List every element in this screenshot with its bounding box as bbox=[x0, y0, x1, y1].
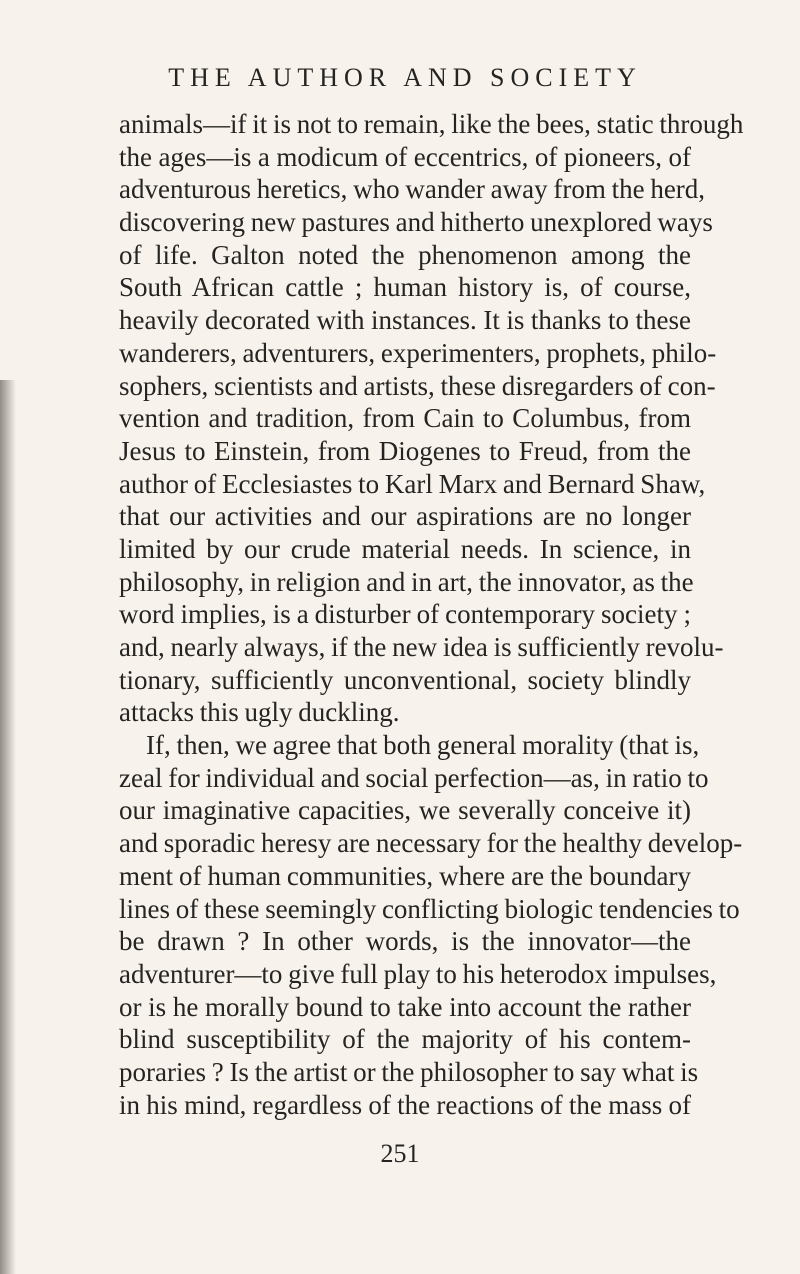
text-line: sophers, scientists and artists, these disregarders of con- bbox=[119, 370, 716, 401]
text-line: wanderers, adventurers, experimenters, prophets, philo- bbox=[119, 337, 717, 368]
page-number: 251 bbox=[380, 1139, 420, 1168]
text-line: word implies, is a disturber of contemporary society ; bbox=[119, 599, 691, 630]
text-line: and, nearly always, if the new idea is sufficiently revolu- bbox=[119, 632, 724, 662]
text-line: that our activities and our aspirations are no longer bbox=[119, 501, 691, 532]
text-line: lines of these seemingly conflicting biologic tendencies to bbox=[119, 893, 740, 924]
text-line: adventurous heretics, who wander away from the herd, bbox=[119, 174, 706, 205]
text-line: discovering new pastures and hitherto unexplored ways bbox=[119, 207, 713, 238]
text-line: poraries ? Is the artist or the philosopher to say what is bbox=[119, 1056, 699, 1087]
text-line: philosophy, in religion and in art, the innovator, as the bbox=[119, 566, 694, 597]
text-line: attacks this ugly duckling. bbox=[119, 697, 400, 728]
text-line: in his mind, regardless of the reactions of the mass of bbox=[119, 1089, 691, 1120]
text-line: South African cattle ; human history is, of course, bbox=[119, 272, 691, 303]
text-line: tionary, sufficiently unconventional, society blindly bbox=[119, 664, 691, 695]
text-line: author of Ecclesiastes to Karl Marx and Bernard Shaw, bbox=[119, 468, 706, 499]
text-line: and sporadic heresy are necessary for the healthy develop- bbox=[119, 828, 743, 859]
text-line: or is he morally bound to take into account the rather bbox=[119, 991, 691, 1022]
text-line: heavily decorated with instances. It is thanks to these bbox=[119, 305, 691, 336]
text-line: vention and tradition, from Cain to Columbus, from bbox=[119, 403, 691, 434]
text-line: zeal for individual and social perfection—as, in ratio to bbox=[119, 762, 709, 793]
text-line: the ages—is a modicum of eccentrics, of pioneers, of bbox=[119, 141, 691, 172]
text-line: of life. Galton noted the phenomenon among the bbox=[119, 239, 691, 270]
running-head: THE AUTHOR AND SOCIETY bbox=[168, 63, 642, 92]
text-line: be drawn ? In other words, is the innovator—the bbox=[119, 926, 691, 957]
text-line: Jesus to Einstein, from Diogenes to Freud, from the bbox=[119, 435, 691, 466]
text-line: our imaginative capacities, we severally conceive it) bbox=[119, 795, 691, 826]
text-line: blind susceptibility of the majority of his contem- bbox=[119, 1024, 691, 1055]
text-line: limited by our crude material needs. In science, in bbox=[119, 533, 691, 564]
text-line: If, then, we agree that both general morality (that is, bbox=[146, 730, 700, 761]
text-line: animals—if it is not to remain, like the bees, static through bbox=[119, 109, 744, 139]
text-line: adventurer—to give full play to his heterodox impulses, bbox=[119, 958, 717, 989]
text-line: ment of human communities, where are the boundary bbox=[119, 860, 691, 891]
body-text bbox=[119, 108, 744, 1121]
